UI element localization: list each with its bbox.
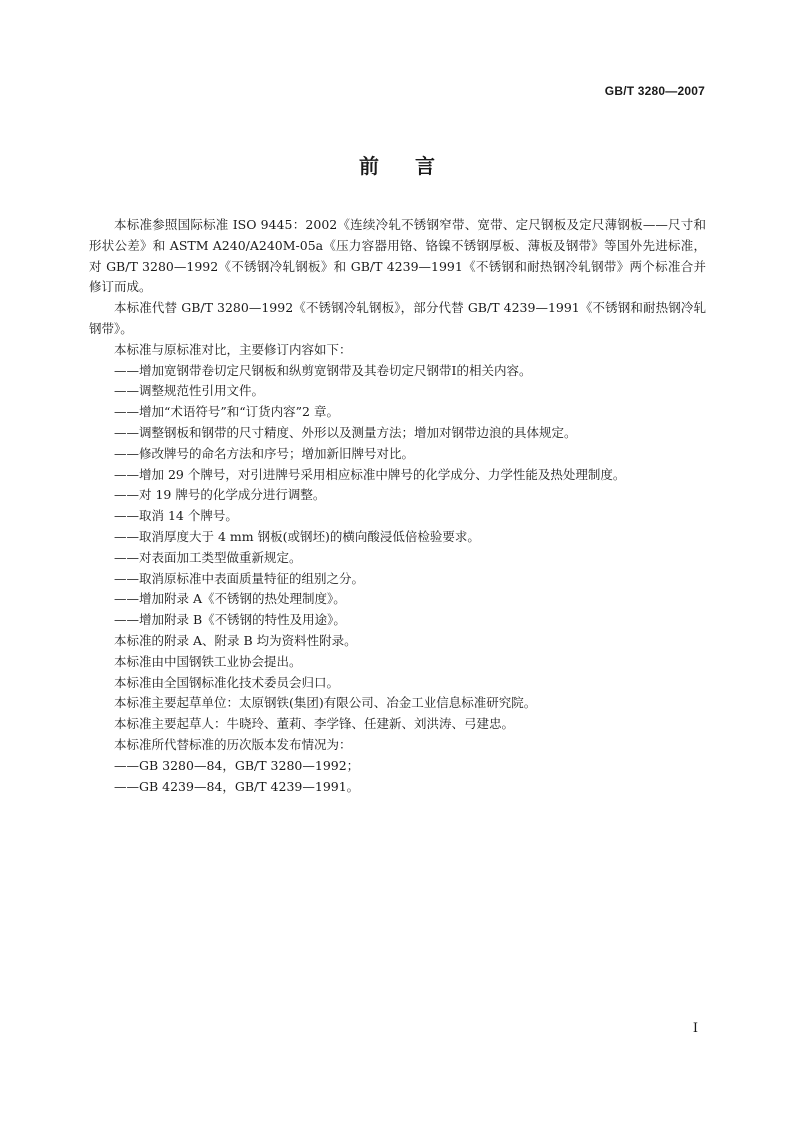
paragraph-drafters: 本标准主要起草人：牛晓玲、董莉、李学锋、任建新、刘洪涛、弓建忠。	[114, 716, 515, 732]
change-item: ——增加“术语符号”和“订货内容”2 章。	[114, 404, 339, 420]
paragraph-history-intro: 本标准所代替标准的历次版本发布情况为：	[114, 736, 352, 752]
paragraph-committee: 本标准由全国钢标准化技术委员会归口。	[114, 674, 340, 690]
change-item: ——增加附录 A《不锈钢的热处理制度》。	[114, 591, 346, 607]
change-item: ——增加宽钢带卷切定尺钢板和纵剪宽钢带及其卷切定尺钢带Ⅰ的相关内容。	[114, 362, 532, 378]
paragraph-appendix: 本标准的附录 A、附录 B 均为资料性附录。	[114, 632, 357, 648]
change-item: ——调整规范性引用文件。	[114, 383, 265, 399]
paragraph-drafting-units: 本标准主要起草单位：太原钢铁(集团)有限公司、冶金工业信息标准研究院。	[114, 695, 537, 711]
paragraph-proposer: 本标准由中国钢铁工业协会提出。	[114, 653, 302, 669]
change-item: ——取消 14 个牌号。	[114, 508, 238, 524]
change-item: ——调整钢板和钢带的尺寸精度、外形以及测量方法；增加对钢带边浪的具体规定。	[114, 424, 577, 440]
change-item: ——取消原标准中表面质量特征的组别之分。	[114, 570, 365, 586]
change-item: ——对表面加工类型做重新规定。	[114, 549, 302, 565]
page-number: I	[692, 1021, 698, 1036]
page-title: 前言	[359, 154, 471, 178]
change-item: ——修改牌号的命名方法和序号；增加新旧牌号对比。	[114, 445, 415, 461]
standard-number: GB/T 3280—2007	[604, 84, 705, 98]
change-item: ——对 19 牌号的化学成分进行调整。	[114, 487, 326, 503]
paragraph-intro: 本标准参照国际标准 ISO 9445：2002《连续冷轧不锈钢窄带、宽带、定尺钢板及定尺薄钢板——尺寸和形状公差》和 ASTM A240/A240M-05a《压力容器用铬、铬镍不锈钢厚板、薄板及钢带》等国外先进标准，对 GB/T 3280—1992《不锈钢冷轧钢板》和 GB/T 4239—1991《不锈钢和耐热钢冷轧钢带》两个标准合并修订而成。	[89, 217, 706, 295]
history-item: ——GB 4239—84，GB/T 4239—1991。	[114, 778, 360, 794]
change-item: ——增加附录 B《不锈钢的特性及用途》。	[114, 612, 346, 628]
paragraph-changes-intro: 本标准与原标准对比，主要修订内容如下：	[114, 341, 352, 357]
change-item: ——取消厚度大于 4 mm 钢板(或钢坯)的横向酸浸低倍检验要求。	[114, 528, 480, 544]
foreword-body	[89, 215, 706, 797]
paragraph-replaces: 本标准代替 GB/T 3280—1992《不锈钢冷轧钢板》，部分代替 GB/T 4239—1991《不锈钢和耐热钢冷轧钢带》。	[89, 300, 706, 336]
history-item: ——GB 3280—84，GB/T 3280—1992；	[114, 757, 360, 773]
change-item: ——增加 29 个牌号，对引进牌号采用相应标准中牌号的化学成分、力学性能及热处理制度。	[114, 466, 626, 482]
